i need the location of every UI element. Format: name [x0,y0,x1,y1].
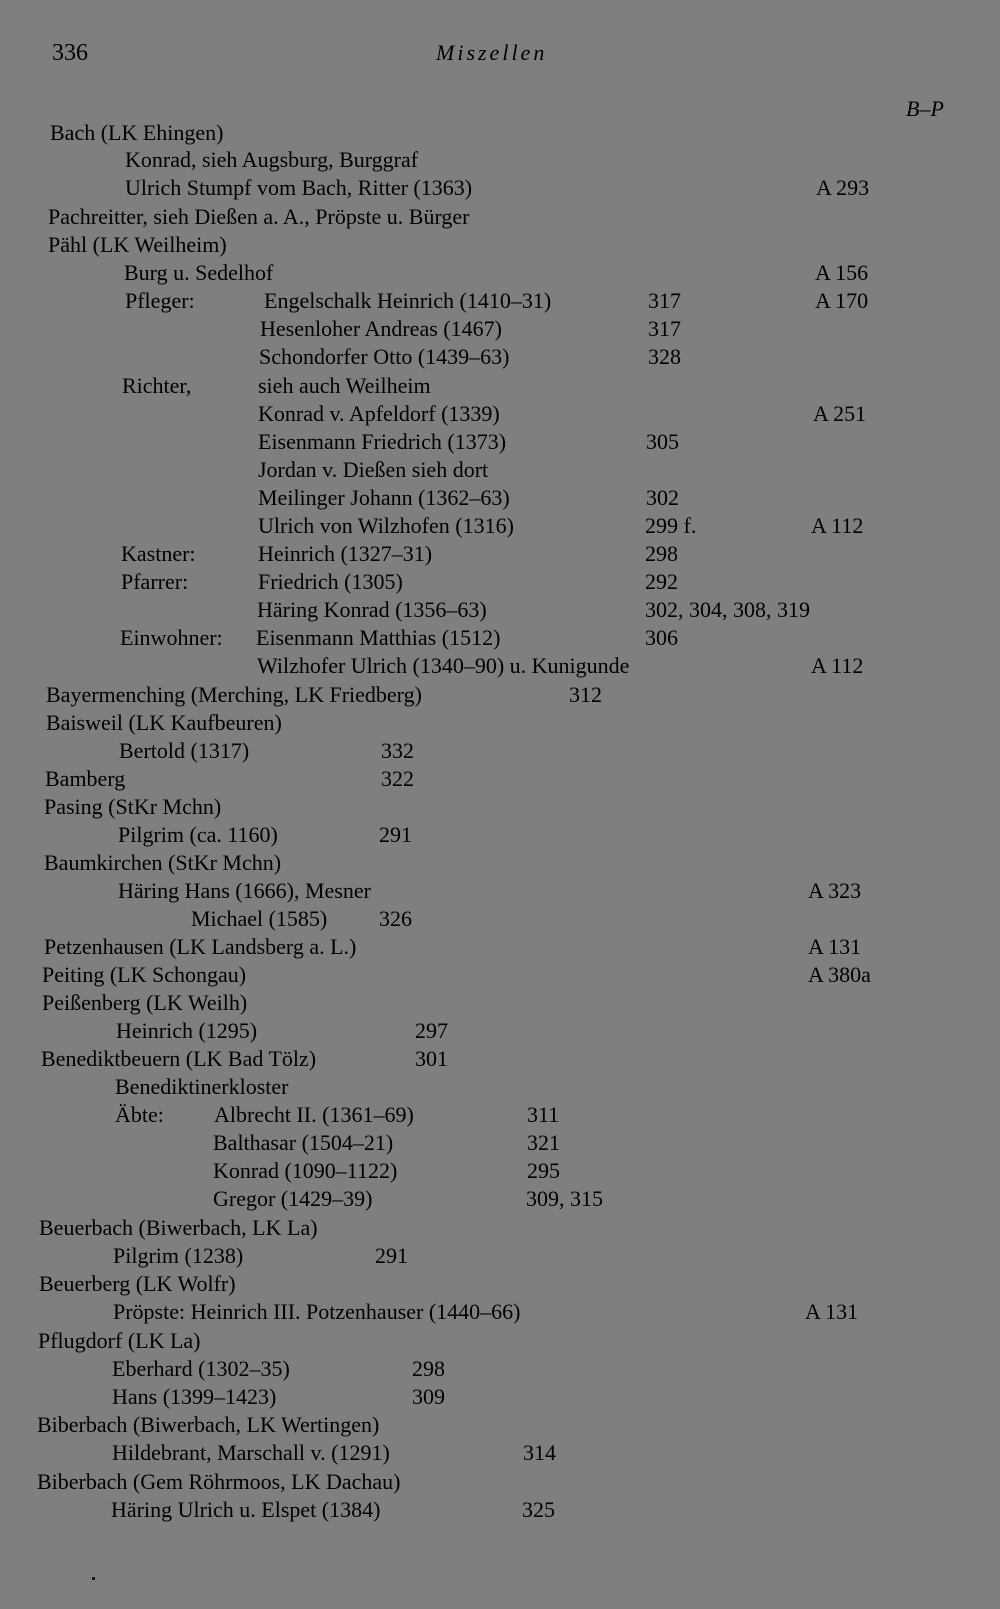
index-line: 317 [648,316,681,341]
index-line: A 170 [815,288,869,313]
index-line: Schondorfer Otto (1439–63) [259,344,510,369]
index-line: 326 [379,906,412,931]
index-line: Beuerbach (Biwerbach, LK La) [39,1215,318,1240]
page-number: 336 [52,40,88,66]
index-line: 314 [523,1440,556,1465]
index-line: Pasing (StKr Mchn) [44,794,222,819]
index-line: Engelschalk Heinrich (1410–31) [264,288,552,313]
index-line: 291 [379,822,412,847]
index-line: Friedrich (1305) [258,569,403,594]
index-line: 317 [648,288,681,313]
index-line: A 293 [816,175,870,200]
index-line: Häring Konrad (1356–63) [257,597,487,622]
index-line: Ulrich Stumpf vom Bach, Ritter (1363) [125,175,473,200]
index-line: Ulrich von Wilzhofen (1316) [258,513,514,538]
index-line: Häring Ulrich u. Elspet (1384) [111,1497,381,1522]
index-line: 295 [527,1158,560,1183]
index-line: 301 [415,1046,448,1071]
index-line: 302 [646,485,679,510]
index-line: Pähl (LK Weilheim) [48,232,227,257]
index-line: Kastner: [121,541,196,566]
index-line: Jordan v. Dießen sieh dort [258,457,489,482]
index-line: Benediktinerkloster [115,1074,289,1099]
index-line: Baumkirchen (StKr Mchn) [44,850,282,875]
index-line: Baisweil (LK Kaufbeuren) [46,710,282,735]
index-line: 322 [381,766,414,791]
index-line: Pilgrim (ca. 1160) [118,822,278,847]
index-line: A 251 [813,401,867,426]
index-line: Wilzhofer Ulrich (1340–90) u. Kunigunde [257,653,630,678]
index-line: 298 [645,541,678,566]
index-line: Albrecht II. (1361–69) [214,1102,414,1127]
index-line: Konrad, sieh Augsburg, Burggraf [125,147,419,172]
index-line: A 323 [808,878,862,903]
index-line: Äbte: [115,1102,164,1127]
index-line: Beuerberg (LK Wolfr) [39,1271,236,1296]
index-line: 297 [415,1018,448,1043]
index-line: 299 f. [645,513,697,538]
index-line: Richter, [122,373,192,398]
index-line: Bamberg [45,766,126,791]
index-line: Bayermenching (Merching, LK Friedberg) [46,682,422,707]
index-line: Eisenmann Matthias (1512) [256,625,501,650]
index-line: Biberbach (Biwerbach, LK Wertingen) [37,1412,380,1437]
index-line: Peißenberg (LK Weilh) [42,990,248,1015]
index-line: 302, 304, 308, 319 [645,597,810,622]
index-line: Eberhard (1302–35) [112,1356,290,1381]
index-line: 325 [522,1497,555,1522]
index-line: Pröpste: Heinrich III. Potzenhauser (1440–66) [113,1299,521,1324]
section-mark: B–P [906,96,944,121]
index-line: 328 [648,344,681,369]
running-head: Miszellen [436,40,548,65]
index-line: Pfarrer: [121,569,189,594]
index-line: Benediktbeuern (LK Bad Tölz) [41,1046,317,1071]
index-line: 321 [527,1130,560,1155]
index-line: A 156 [815,260,869,285]
index-line: Heinrich (1327–31) [258,541,433,566]
index-line: 332 [381,738,414,763]
index-line: Burg u. Sedelhof [124,260,274,285]
index-line: A 131 [805,1299,859,1324]
index-line: Pfleger: [125,288,195,313]
index-line: A 112 [811,653,864,678]
index-line: Heinrich (1295) [116,1018,258,1043]
index-line: Gregor (1429–39) [213,1186,373,1211]
index-line: Michael (1585) [191,906,328,931]
index-line: Pachreitter, sieh Dießen a. A., Pröpste u. Bürger [48,204,470,229]
index-line: Häring Hans (1666), Mesner [118,878,371,903]
index-line: Balthasar (1504–21) [213,1130,394,1155]
index-line: Eisenmann Friedrich (1373) [258,429,507,454]
index-line: 292 [645,569,678,594]
index-line: sieh auch Weilheim [258,373,431,398]
index-line: Hesenloher Andreas (1467) [260,316,502,341]
stray-mark [92,1577,95,1580]
index-line: A 112 [811,513,864,538]
index-line: Petzenhausen (LK Landsberg a. L.) [44,934,357,959]
index-line: 309 [412,1384,445,1409]
index-line: Pilgrim (1238) [113,1243,244,1268]
index-line: A 380a [808,962,871,987]
index-line: 312 [569,682,602,707]
index-line: Einwohner: [120,625,223,650]
index-line: Bach (LK Ehingen) [50,120,224,145]
index-line: Pflugdorf (LK La) [38,1328,201,1353]
index-line: Konrad v. Apfeldorf (1339) [258,401,500,426]
index-line: Meilinger Johann (1362–63) [258,485,510,510]
index-line: A 131 [808,934,862,959]
index-line: 291 [375,1243,408,1268]
index-line: Hans (1399–1423) [112,1384,277,1409]
index-line: 298 [412,1356,445,1381]
index-line: Hildebrant, Marschall v. (1291) [112,1440,390,1465]
index-line: 309, 315 [526,1186,603,1211]
index-line: Biberbach (Gem Röhrmoos, LK Dachau) [37,1469,401,1494]
index-line: 305 [646,429,679,454]
index-line: 306 [645,625,678,650]
index-line: Peiting (LK Schongau) [42,962,247,987]
index-line: Konrad (1090–1122) [213,1158,398,1183]
index-line: Bertold (1317) [119,738,250,763]
index-line: 311 [527,1102,560,1127]
